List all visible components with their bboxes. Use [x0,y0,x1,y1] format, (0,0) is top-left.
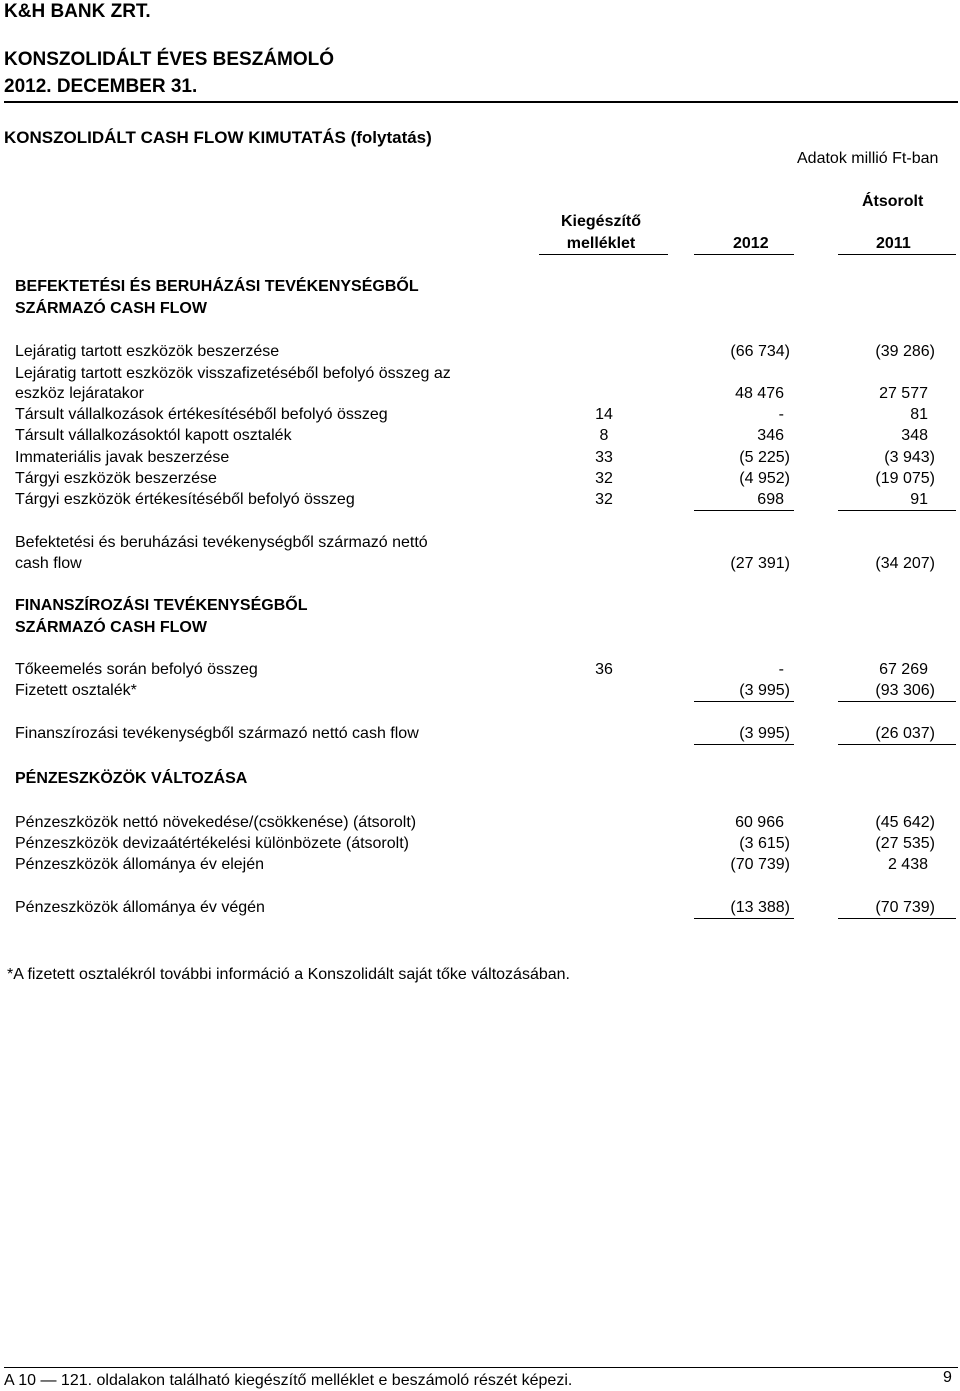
units-label: Adatok millió Ft-ban [797,150,939,167]
value-2012: - [778,406,784,423]
total-rule-2012 [694,744,794,745]
subtotal-rule-2011 [838,510,956,511]
cash-section-title: PÉNZESZKÖZÖK VÁLTOZÁSA [15,770,248,787]
value-2011: (45 642) [875,814,935,831]
line-item-label: Pénzeszközök nettó növekedése/(csökkenése) (átsorolt) [15,814,417,831]
value-2012: 48 476 [735,385,784,402]
value-2011: 2 438 [887,856,928,873]
line-item-label: Pénzeszközök devizaátértékelési különbözete (átsorolt) [15,835,409,852]
investing-section-title-line2: SZÁRMAZÓ CASH FLOW [15,300,207,317]
value-2012: (3 995) [739,682,790,699]
footer-text: A 10 — 121. oldalakon található kiegészítő melléklet e beszámoló részét képezi. [4,1372,573,1389]
value-2012: 346 [757,427,784,444]
subtotal-rule-2012 [694,510,794,511]
value-2011: 27 577 [879,385,928,402]
line-item-label: Pénzeszközök állománya év elején [15,856,265,873]
note-heading-rule [539,254,668,255]
value-2011: (39 286) [875,343,935,360]
financing-total-2011: (26 037) [875,725,935,742]
value-2012: (4 952) [739,470,790,487]
value-2012: 698 [757,491,784,508]
year-2012-heading-rule [694,254,794,255]
line-item-label: Társult vállalkozásoktól kapott osztalék [15,427,292,444]
value-2012: (5 225) [739,449,790,466]
note-heading-line2: melléklet [566,235,636,252]
value-2011: (93 306) [875,682,935,699]
value-2012: (3 615) [739,835,790,852]
line-item-label: Immateriális javak beszerzése [15,449,230,466]
subtotal-rule-2011 [838,701,956,702]
value-2012: - [778,661,784,678]
total-rule-2011 [838,744,956,745]
year-2011-heading: 2011 [876,235,911,252]
year-2011-heading-rule [838,254,956,255]
line-item-label: Lejáratig tartott eszközök visszafizetéséből befolyó összeg az [15,365,451,382]
report-title: KONSZOLIDÁLT ÉVES BESZÁMOLÓ [4,49,335,70]
value-2011: (27 535) [875,835,935,852]
investing-section-title: BEFEKTETÉSI ÉS BERUHÁZÁSI TEVÉKENYSÉGBŐL [15,278,419,295]
line-item-label: Lejáratig tartott eszközök beszerzése [15,343,280,360]
note-reference: 14 [595,406,613,423]
cash-end-label: Pénzeszközök állománya év végén [15,899,265,916]
financing-total-2012: (3 995) [739,725,790,742]
financing-section-title-line2: SZÁRMAZÓ CASH FLOW [15,619,207,636]
year-2012-heading: 2012 [733,235,769,252]
line-item-label: Tárgyi eszközök értékesítéséből befolyó összeg [15,491,355,508]
value-2012: (66 734) [730,343,790,360]
header-rule [4,101,958,103]
dividend-footnote: *A fizetett osztalékról további információ a Konszolidált saját tőke változásában. [7,966,570,983]
page-number: 9 [943,1369,952,1386]
cash-end-2012: (13 388) [730,899,790,916]
value-2011: 348 [901,427,928,444]
company-name: K&H BANK ZRT. [4,1,151,22]
cash-end-2011: (70 739) [875,899,935,916]
restated-heading: Átsorolt [862,193,924,210]
note-reference: 8 [599,427,609,444]
line-item-label: Fizetett osztalék* [15,682,137,699]
investing-total-label-line2: cash flow [15,555,82,572]
note-heading-line1: Kiegészítő [561,213,642,230]
investing-total-label: Befektetési és beruházási tevékenységből származó nettó [15,534,428,551]
investing-total-2011: (34 207) [875,555,935,572]
total-rule-2011 [838,918,956,919]
note-reference: 36 [595,661,613,678]
value-2011: (3 943) [884,449,935,466]
value-2012: 60 966 [735,814,784,831]
line-item-label: Tárgyi eszközök beszerzése [15,470,217,487]
total-rule-2012 [694,918,794,919]
statement-title: KONSZOLIDÁLT CASH FLOW KIMUTATÁS (folytatás) [4,128,432,147]
note-reference: 32 [595,491,613,508]
financing-total-label: Finanszírozási tevékenységből származó nettó cash flow [15,725,419,742]
investing-total-2012: (27 391) [730,555,790,572]
subtotal-rule-2012 [694,701,794,702]
line-item-label: Tőkeemelés során befolyó összeg [15,661,258,678]
note-reference: 32 [595,470,613,487]
value-2012: (70 739) [730,856,790,873]
line-item-label: Társult vállalkozások értékesítéséből befolyó összeg [15,406,388,423]
value-2011: 91 [910,491,928,508]
value-2011: 67 269 [879,661,928,678]
financing-section-title: FINANSZÍROZÁSI TEVÉKENYSÉGBŐL [15,597,308,614]
footer-rule [4,1367,958,1368]
note-reference: 33 [595,449,613,466]
report-date: 2012. DECEMBER 31. [4,76,198,97]
line-item-label: eszköz lejáratakor [15,385,144,402]
value-2011: (19 075) [875,470,935,487]
value-2011: 81 [910,406,928,423]
